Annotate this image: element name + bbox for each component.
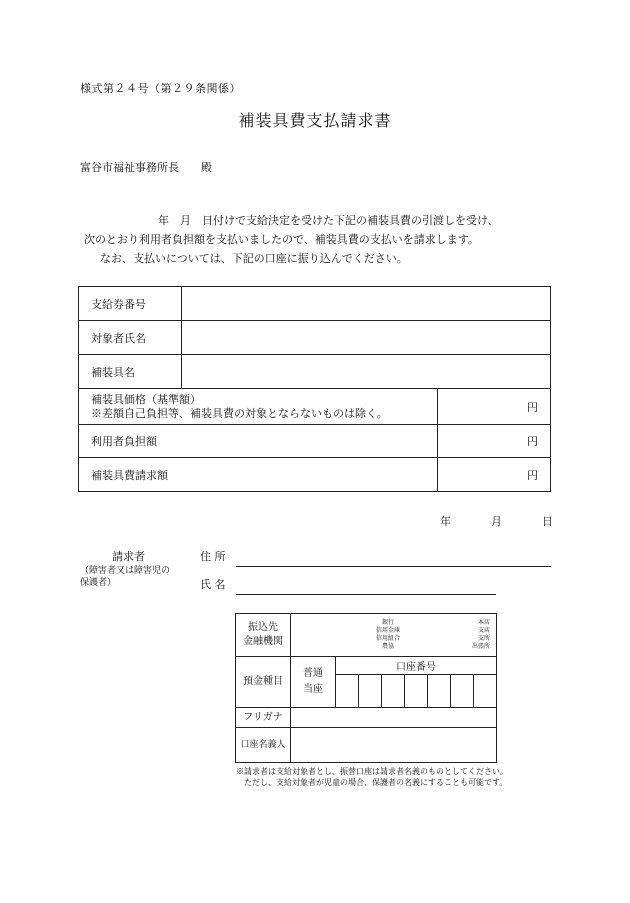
transfer-label-line-1: 振込先 — [248, 622, 278, 633]
footnote-line-1: ※請求者は支給対象者とし、振替口座は請求者名義のものとしてください。 — [236, 767, 508, 776]
device-price-label: 補装具価格（基準額） — [91, 392, 201, 406]
footnote-line-2: ただし、支給対象者が児童の場合、保護者の名義にすることも可能です。 — [244, 778, 508, 787]
certificate-number-field[interactable] — [182, 287, 551, 321]
addressee-name: 富谷市福祉事務所長 — [80, 161, 179, 174]
account-digit-6[interactable] — [450, 675, 473, 708]
account-digit-3[interactable] — [381, 675, 404, 708]
requester-note-line-2: 保護者） — [80, 578, 117, 588]
requester-label: 請求者 — [112, 550, 145, 563]
branch-types — [472, 619, 490, 651]
date-month: 月 — [491, 515, 502, 528]
deposit-type-label: 預金種目 — [236, 657, 291, 708]
furigana-field[interactable] — [291, 708, 497, 728]
date-line — [440, 513, 553, 529]
account-digit-5[interactable] — [427, 675, 450, 708]
addressee-honorific: 殿 — [201, 161, 212, 174]
claim-table — [78, 286, 551, 492]
bank-table — [235, 613, 497, 763]
branch-type-sub: 支所 — [477, 635, 490, 642]
institution-type-bank: 銀行 — [381, 619, 394, 626]
name-field[interactable] — [236, 594, 496, 595]
branch-type-office: 出張所 — [471, 643, 490, 650]
body-line-1: 年 月 日付けで支給決定を受けた下記の補装具費の引渡しを受け、 — [158, 214, 499, 227]
device-price-note: ※差額自己負担等、補装具費の対象とならないものは除く。 — [91, 406, 388, 420]
deposit-type-current: 当座 — [303, 684, 323, 695]
name-label: 氏 名 — [200, 578, 226, 591]
target-name-label: 対象者氏名 — [79, 321, 182, 355]
device-price-field[interactable]: 円 — [438, 389, 551, 425]
institution-field[interactable] — [291, 614, 497, 657]
device-name-field[interactable] — [182, 355, 551, 389]
account-holder-label: 口座名義人 — [236, 728, 291, 763]
requester-note-line-1: （障害者又は障害児の — [80, 566, 171, 576]
device-price-cell — [79, 389, 438, 425]
claim-amount-field[interactable]: 円 — [438, 458, 551, 492]
footnote — [236, 766, 508, 788]
account-holder-field[interactable] — [291, 728, 497, 763]
account-digit-1[interactable] — [336, 675, 359, 708]
institution-type-credit-union: 信用組合 — [375, 635, 400, 642]
branch-type-branch: 支店 — [477, 627, 490, 634]
body-line-2: 次のとおり利用者負担額を支払いましたので、補装具費の支払いを請求します。 — [84, 233, 479, 246]
date-day: 日 — [542, 515, 553, 528]
document-title: 補装具費支払請求書 — [238, 111, 392, 130]
user-burden-field[interactable]: 円 — [438, 425, 551, 458]
addressee — [80, 159, 212, 175]
target-name-field[interactable] — [182, 321, 551, 355]
claim-amount-label: 補装具費請求額 — [79, 458, 438, 492]
institution-type-shinkin: 信用金庫 — [375, 627, 400, 634]
account-number-label: 口座番号 — [336, 657, 497, 675]
deposit-type-field[interactable] — [291, 657, 336, 708]
institution-types — [363, 619, 413, 651]
certificate-number-label: 支給券番号 — [79, 287, 182, 321]
body-text — [70, 211, 550, 268]
body-line-3: なお、支払いについては、下記の口座に振り込んでください。 — [100, 252, 408, 265]
address-field[interactable] — [236, 566, 551, 567]
account-digit-4[interactable] — [404, 675, 427, 708]
account-digit-2[interactable] — [358, 675, 381, 708]
address-label: 住 所 — [200, 550, 226, 563]
transfer-institution-label — [236, 614, 291, 657]
transfer-label-line-2: 金融機関 — [243, 636, 283, 647]
furigana-label: フリガナ — [236, 708, 291, 728]
device-name-label: 補装具名 — [79, 355, 182, 389]
branch-type-head: 本店 — [477, 619, 490, 626]
institution-type-ja: 農協 — [381, 643, 394, 650]
form-number: 様式第２４号（第２９条関係） — [80, 82, 241, 95]
date-year: 年 — [440, 515, 451, 528]
deposit-type-ordinary: 普通 — [303, 668, 323, 679]
requester-note — [80, 565, 170, 589]
user-burden-label: 利用者負担額 — [79, 425, 438, 458]
account-digit-7[interactable] — [473, 675, 496, 708]
